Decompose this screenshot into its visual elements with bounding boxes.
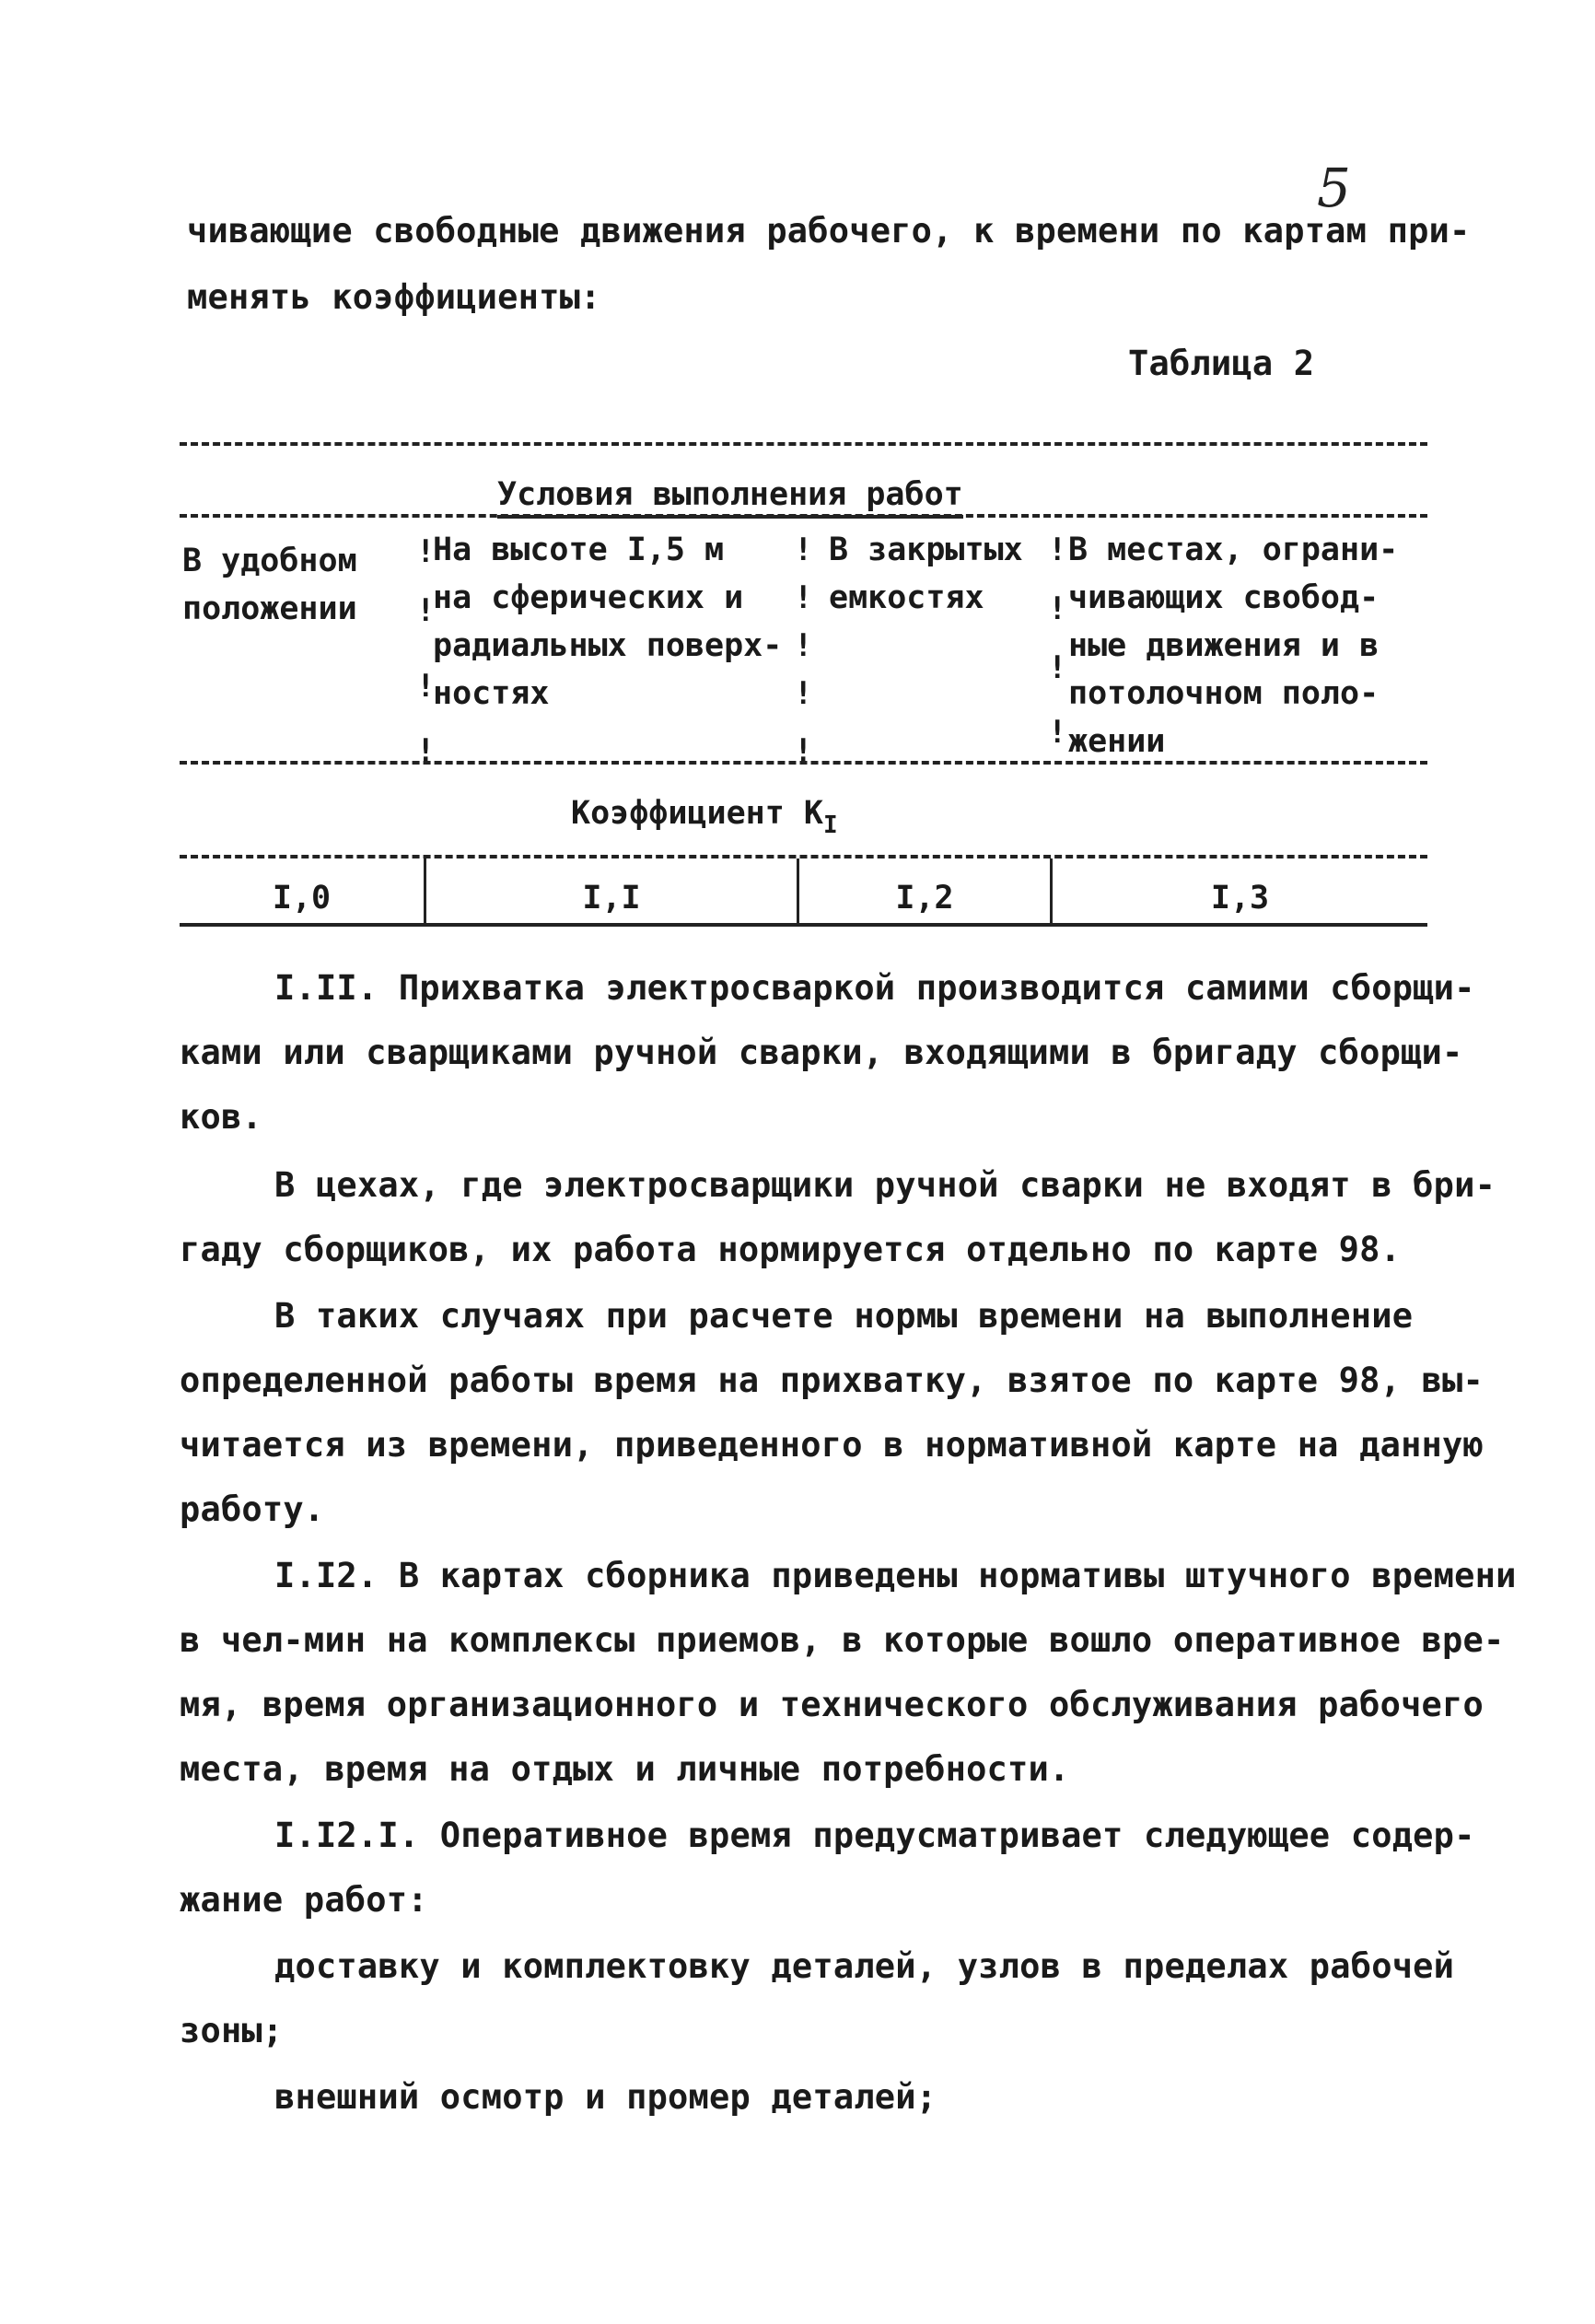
body-line: читается из времени, приведенного в нормативной карте на данную [180, 1425, 1484, 1465]
col-2-line-1: На высоте I,5 м [433, 531, 725, 568]
col-separator-mark: ! [416, 592, 436, 629]
col-1-line-1: В удобном [182, 543, 357, 579]
col-separator-mark: ! [1048, 714, 1067, 751]
body-line: доставку и комплектовку деталей, узлов в пределах рабочей [274, 1946, 1455, 1986]
col-4-line-4: потолочном поло- [1068, 675, 1380, 712]
table-caption: Таблица 2 [1128, 344, 1315, 383]
col-separator-mark: ! [1048, 649, 1067, 686]
intro-line-1: чивающие свободные движения рабочего, к времени по картам при- [187, 211, 1471, 251]
body-line: в чел-мин на комплексы приемов, в которые вошло оперативное вре- [180, 1620, 1505, 1660]
col-separator-mark: ! [1048, 590, 1067, 627]
body-line: ков. [180, 1097, 262, 1137]
value-cell-1: I,0 [272, 880, 332, 917]
body-line: работу. [180, 1489, 325, 1529]
body-line: жание работ: [180, 1880, 428, 1920]
body-line: места, время на отдых и личные потребности. [180, 1749, 1070, 1789]
body-line: В цехах, где электросварщики ручной сварки не входят в бри- [274, 1165, 1496, 1205]
col-4-line-1: В местах, ограни- [1068, 531, 1399, 568]
body-line: I.I2.I. Оперативное время предусматривает следующее содер- [274, 1816, 1475, 1855]
body-line: гаду сборщиков, их работа нормируется отдельно по карте 98. [180, 1230, 1402, 1269]
col-2-line-2: на сферических и [433, 579, 744, 616]
col-separator-mark: ! [794, 732, 813, 769]
table-header-rule [180, 514, 1427, 518]
body-line: зоны; [180, 2011, 284, 2050]
col-separator-mark: ! [794, 531, 813, 568]
col-separator-mark: ! [794, 579, 813, 616]
table-conditions-rule [180, 761, 1427, 765]
page-number: 5 [1317, 157, 1351, 219]
col-2-line-4: ностях [433, 675, 550, 712]
value-cell-4: I,3 [1210, 880, 1270, 917]
col-separator-mark: ! [416, 533, 436, 570]
col-separator-mark: ! [794, 627, 813, 664]
col-1-line-2: положении [182, 590, 357, 627]
value-cell-3: I,2 [895, 880, 954, 917]
table-top-rule [180, 442, 1427, 446]
value-cell-2: I,I [582, 880, 641, 917]
col-3-line-1: В закрытых [829, 531, 1023, 568]
intro-line-2: менять коэффициенты: [187, 277, 601, 317]
table-bottom-rule [180, 923, 1427, 927]
col-4-line-3: ные движения и в [1068, 627, 1380, 664]
table-coef-rule [180, 855, 1427, 858]
body-line: В таких случаях при расчете нормы времени на выполнение [274, 1296, 1414, 1336]
col-separator-mark: ! [416, 668, 436, 705]
body-line: внешний осмотр и промер деталей; [274, 2077, 937, 2117]
col-separator-mark: ! [1048, 531, 1067, 568]
col-separator-mark: ! [416, 732, 436, 769]
table-header: Условия выполнения работ [497, 472, 963, 518]
col-3-line-2: емкостях [829, 579, 984, 616]
col-separator-mark: ! [794, 675, 813, 712]
body-line: I.II. Прихватка электросваркой производится самими сборщи- [274, 968, 1475, 1008]
coefficient-label: Коэффициент $К_I$ [571, 795, 838, 839]
col-4-line-2: чивающих свобод- [1068, 579, 1380, 616]
col-2-line-3: радиальных поверх- [433, 627, 783, 664]
body-line: мя, время организационного и технического обслуживания рабочего [180, 1685, 1484, 1724]
body-line: определенной работы время на прихватку, взятое по карте 98, вы- [180, 1361, 1484, 1400]
body-line: I.I2. В картах сборника приведены нормативы штучного времени [274, 1556, 1517, 1595]
body-line: ками или сварщиками ручной сварки, входящими в бригаду сборщи- [180, 1033, 1463, 1072]
col-4-line-5: жении [1068, 723, 1166, 760]
